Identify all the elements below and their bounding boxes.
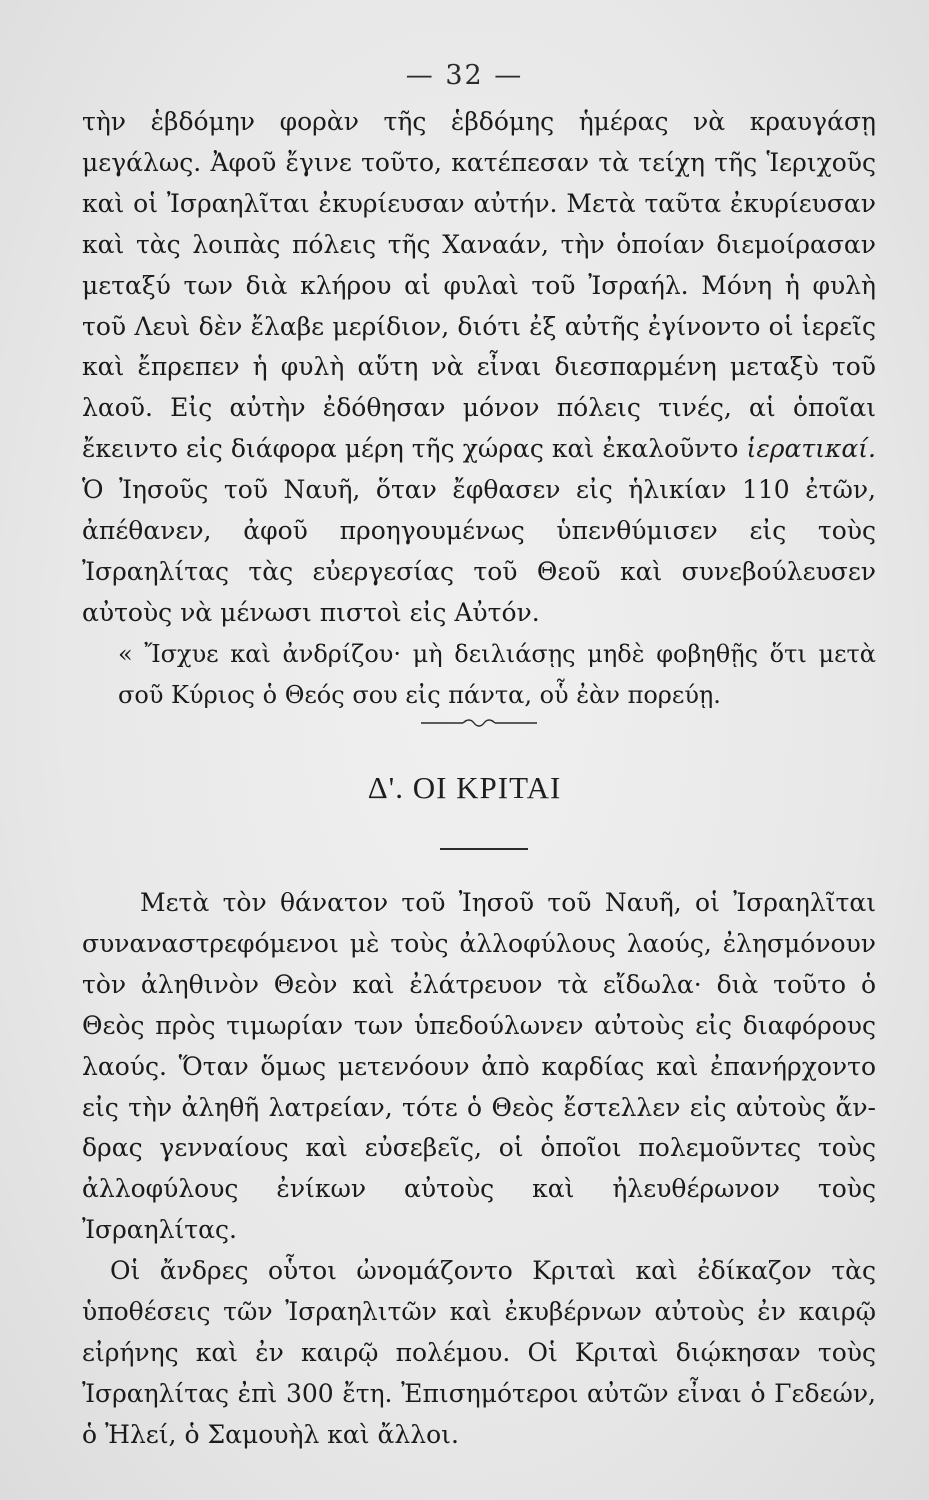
top-text-block bbox=[82, 102, 876, 716]
ornament-divider bbox=[421, 716, 537, 730]
judges-text-block bbox=[82, 883, 876, 1456]
paragraph-jericho-end: Ὁ Ἰησοῦς τοῦ Ναυῆ, ὅταν ἔφθασεν εἰς ἡλικίαν 110 ἐτῶν, ἀπέθανεν, ἀφοῦ προηγουμένως ὑπενθύμισεν εἰς τοὺς Ἰσραηλίτας τὰς εὐεργεσίας τοῦ Θεοῦ καὶ συνεβούλευσεν αὐτοὺς νὰ μένωσι πιστοὶ εἰς Αὐτόν. bbox=[82, 475, 876, 627]
scripture-quote: « Ἴσχυε καὶ ἀνδρίζου· μὴ δειλιάσῃς μηδὲ φοβηθῇς ὅτι μετὰ σοῦ Κύριος ὁ Θεός σου εἰς πάντα, οὗ ἐὰν πορεύῃ. bbox=[118, 639, 876, 709]
paragraph-judges-1: Μετὰ τὸν θάνατον τοῦ Ἰησοῦ τοῦ Ναυῆ, οἱ Ἰσραηλῖται συναναστρεφόμενοι μὲ τοὺς ἀλλοφύλους λαούς, ἐλησμόνουν τὸν ἀληθινὸν Θεὸν καὶ ἐλάτρευον τὰ εἴδωλα· διὰ τοῦτο ὁ Θεὸς πρὸς τιμωρίαν των ὑπεδούλωνεν αὐτοὺς εἰς διαφόρους λαούς. Ὅταν ὅμως μετενόουν ἀπὸ καρδίας καὶ ἐπανήρχοντο εἰς τὴν ἀληθῆ λατρείαν, τότε ὁ Θεὸς ἔστελλεν εἰς αὐτοὺς ἄνδρας γενναίους καὶ εὐσεβεῖς, οἱ ὁποῖοι πολεμοῦντες τοὺς ἀλλοφύλους ἐνίκων αὐτοὺς καὶ ἠλευθέρωνον τοὺς Ἰσραηλίτας. bbox=[82, 888, 876, 1245]
heading-rule bbox=[440, 848, 528, 850]
section-heading: Δ'. ΟΙ ΚΡΙΤΑΙ bbox=[367, 770, 562, 805]
paragraph-judges-2: Οἱ ἄνδρες οὗτοι ὠνομάζοντο Κριταὶ καὶ ἐδίκαζον τὰς ὑποθέσεις τῶν Ἰσραηλιτῶν καὶ ἐκυβέρνων αὐτοὺς ἐν καιρῷ εἰρήνης καὶ ἐν καιρῷ πολέμου. Οἱ Κριταὶ διῴκησαν τοὺς Ἰσραηλίτας ἐπὶ 300 ἔτη. Ἐπισημότεροι αὐτῶν εἶναι ὁ Γεδεών, ὁ Ἠλεί, ὁ Σαμουὴλ καὶ ἄλλοι. bbox=[82, 1256, 876, 1449]
paragraph-jericho-text: τὴν ἑβδόμην φορὰν τῆς ἑβδόμης ἡμέρας νὰ κραυγάσῃ μεγάλως. Ἀφοῦ ἔγινε τοῦτο, κατέπεσαν τὰ τείχη τῆς Ἱεριχοῦς καὶ οἱ Ἰσραηλῖται ἐκυρίευσαν αὐτήν. Μετὰ ταῦτα ἐκυρίευσαν καὶ τὰς λοιπὰς πόλεις τῆς Χαναάν, τὴν ὁποίαν διεμοίρασαν μεταξύ των διὰ κλήρου αἱ φυλαὶ τοῦ Ἰσραήλ. Μόνη ἡ φυλὴ τοῦ Λευὶ δὲν ἔλαβε μερίδιον, διότι ἐξ αὐτῆς ἐγίνοντο οἱ ἱερεῖς καὶ ἔπρεπεν ἡ φυλὴ αὕτη νὰ εἶναι διεσπαρμένη μεταξὺ τοῦ λαοῦ. Εἰς αὐτὴν ἐδόθησαν μόνον πόλεις τινές, αἱ ὁποῖαι ἔκειντο εἰς διάφορα μέρη τῆς χώρας καὶ ἐκαλοῦντο bbox=[82, 107, 876, 464]
paragraph-jericho bbox=[82, 102, 876, 634]
page-number: — 32 — bbox=[405, 60, 524, 91]
emphasis-ieratikai: ἱερατικαί. bbox=[746, 434, 876, 464]
